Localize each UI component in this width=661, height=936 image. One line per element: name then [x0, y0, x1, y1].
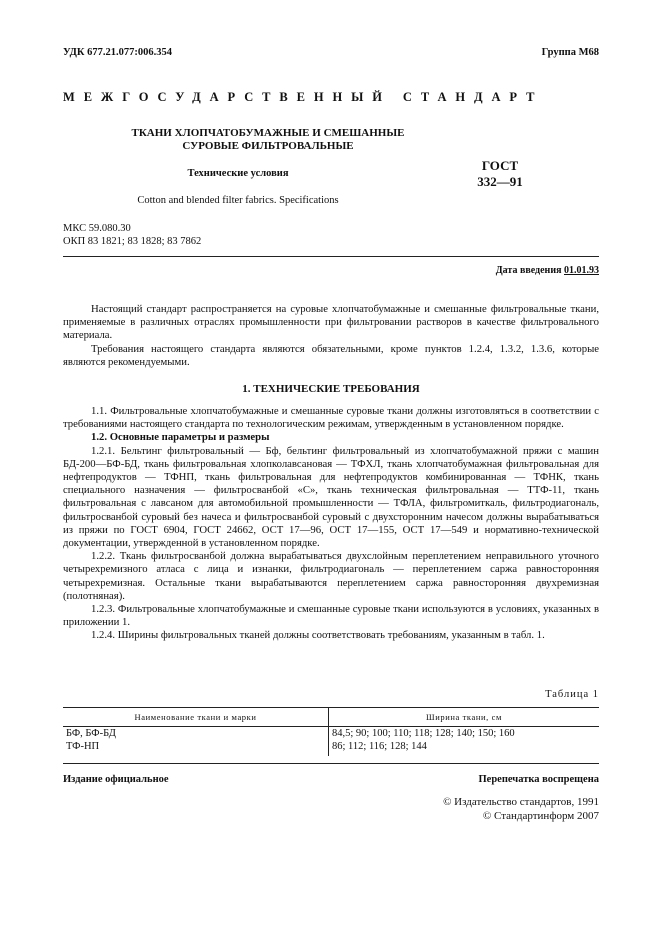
- paragraph-1-2-heading: 1.2. Основные параметры и размеры: [91, 431, 270, 444]
- paragraph-scope: Настоящий стандарт распространяется на суровые хлопчатобумажные и смешанные фильтровальные ткани, применяемые в различных отраслях промышленности при фильтровании растворов в качестве фильтровального материала.: [63, 303, 599, 342]
- gost-designation: [460, 158, 540, 190]
- title-line-2: СУРОВЫЕ ФИЛЬТРОВАЛЬНЫЕ: [182, 140, 354, 152]
- english-title: Cotton and blended filter fabrics. Specifications: [137, 195, 339, 206]
- introduction-date-label: Дата введения: [495, 265, 562, 276]
- table-cell-width: 86; 112; 116; 128; 144: [332, 741, 427, 752]
- header-divider: [63, 256, 599, 257]
- mks-code: МКС 59.080.30: [63, 223, 131, 234]
- paragraph-1-2-3: 1.2.3. Фильтровальные хлопчатобумажные и смешанные суровые ткани используются в условиях, указанных в приложении 1.: [63, 603, 599, 629]
- classifier-codes: [63, 222, 201, 248]
- table-1: [63, 707, 599, 756]
- gost-label: ГОСТ: [481, 158, 519, 173]
- footer-divider: [63, 763, 599, 764]
- table-cell-fabric: БФ, БФ-БД: [63, 727, 329, 741]
- reprint-prohibited-note: Перепечатка воспрещена: [478, 774, 599, 785]
- paragraph-requirements: Требования настоящего стандарта являются обязательными, кроме пунктов 1.2.4, 1.3.2, 1.3.6, которые являются рекомендуемыми.: [63, 342, 599, 368]
- section-1-heading: 1. ТЕХНИЧЕСКИЕ ТРЕБОВАНИЯ: [242, 383, 420, 396]
- introduction-date: [496, 265, 599, 276]
- document-body: [63, 303, 599, 643]
- gost-number: 332—91: [477, 174, 523, 189]
- introduction-date-value: 01.01.93: [564, 265, 599, 276]
- table-cell-fabric: ТФ-НП: [63, 740, 329, 756]
- document-subtitle: Технические условия: [187, 168, 289, 179]
- table-1-caption: Таблица 1: [545, 689, 599, 700]
- table-cell-width: 84,5; 90; 100; 110; 118; 128; 140; 150; 160: [332, 728, 515, 739]
- okp-code: ОКП 83 1821; 83 1828; 83 7862: [63, 236, 202, 247]
- paragraph-1-2-2: 1.2.2. Ткань фильтросванбой должна вырабатываться двухслойным переплетением неправильного уточного четырехремизного атласа с лица и изнанки, фильтродиагональ — переплетением саржа равносторонняя четырехремизная. Остальные ткани вырабатываются переплетением саржа равносторонняя двухремизная (полотняная).: [63, 550, 599, 602]
- group-code: Группа М68: [541, 47, 599, 58]
- table-row: [63, 727, 599, 741]
- interstate-standard-heading: МЕЖГОСУДАРСТВЕННЫЙ СТАНДАРТ: [63, 90, 544, 104]
- table-header-row: [63, 708, 599, 727]
- table-row: [63, 740, 599, 756]
- copyright-line-2: © Стандартинформ 2007: [482, 810, 599, 822]
- paragraph-1-1: 1.1. Фильтровальные хлопчатобумажные и смешанные суровые ткани должны изготовляться в соответствии с требованиями настоящего стандарта по технологическим режимам, утвержденным в установленном порядке.: [63, 405, 599, 431]
- copyright-block: [443, 795, 599, 823]
- paragraph-1-2-4: 1.2.4. Ширины фильтровальных тканей должны соответствовать требованиям, указанным в табл. 1.: [91, 629, 545, 642]
- official-edition-note: Издание официальное: [63, 774, 169, 785]
- table-header-fabric: Наименование ткани и марки: [63, 708, 329, 727]
- document-title: [63, 127, 473, 153]
- paragraph-1-2-1: 1.2.1. Бельтинг фильтровальный — Бф, бельтинг фильтровальный из хлопчатобумажной пряжи с машин БД-200—БФ-БД, ткань фильтровальная хлопколавсановая — ТФХЛ, ткань хлопчатобумажная фильтровальная для нефтепродуктов — ТФНП, ткань фильтровальная для нефтепродуктов комбинированная — ТФНК, ткань специального назначения — фильтросванбой «С», ткань техническая фильтровальная — ТТФ-11, ткань фильтровальная с лавсаном для автомобильной промышленности — ТФЛА, фильтромиткаль, фильтродиагональ, фильтросванбой суровый без начеса и фильтросванбой суровый с двухсторонним начесом должны вырабатываться из пряжи по ГОСТ 6904, ГОСТ 24662, ОСТ 17—96, ОСТ 17—155, ОСТ 17—549 и нормативно-технической документации, утвержденной в установленном порядке.: [63, 444, 599, 550]
- copyright-line-1: © Издательство стандартов, 1991: [443, 796, 599, 808]
- title-line-1: ТКАНИ ХЛОПЧАТОБУМАЖНЫЕ И СМЕШАННЫЕ: [131, 127, 405, 139]
- udk-code: УДК 677.21.077:006.354: [63, 47, 172, 58]
- table-header-width: Ширина ткани, см: [329, 708, 600, 727]
